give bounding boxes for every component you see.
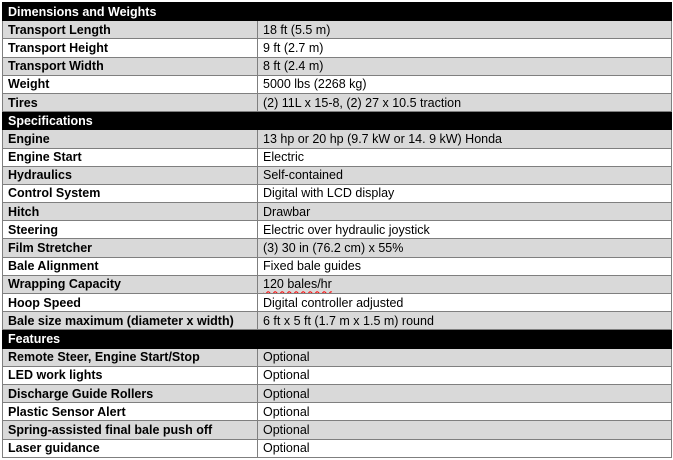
table-row xyxy=(3,148,672,166)
row-label: Engine Start xyxy=(3,148,258,166)
spellcheck-value: 120 bales/hr xyxy=(263,277,332,292)
row-value: Optional xyxy=(258,366,672,384)
row-value: 13 hp or 20 hp (9.7 kW or 14. 9 kW) Honda xyxy=(258,130,672,148)
row-value: Optional xyxy=(258,384,672,402)
section-title: Features xyxy=(3,330,258,348)
row-value: Electric over hydraulic joystick xyxy=(258,221,672,239)
table-row xyxy=(3,184,672,202)
row-label: Steering xyxy=(3,221,258,239)
table-row xyxy=(3,275,672,293)
table-row xyxy=(3,130,672,148)
spec-table xyxy=(2,2,672,458)
row-value: Self-contained xyxy=(258,166,672,184)
row-label: Transport Height xyxy=(3,39,258,57)
table-row xyxy=(3,294,672,312)
row-value: Drawbar xyxy=(258,203,672,221)
table-row xyxy=(3,239,672,257)
table-row xyxy=(3,366,672,384)
row-value: 5000 lbs (2268 kg) xyxy=(258,75,672,93)
row-value: (3) 30 in (76.2 cm) x 55% xyxy=(258,239,672,257)
table-row xyxy=(3,257,672,275)
row-value: 18 ft (5.5 m) xyxy=(258,21,672,39)
row-label: Discharge Guide Rollers xyxy=(3,384,258,402)
row-label: Weight xyxy=(3,75,258,93)
table-row xyxy=(3,57,672,75)
row-label: Remote Steer, Engine Start/Stop xyxy=(3,348,258,366)
row-value: 9 ft (2.7 m) xyxy=(258,39,672,57)
row-label: Control System xyxy=(3,184,258,202)
row-label: Hydraulics xyxy=(3,166,258,184)
row-value: 8 ft (2.4 m) xyxy=(258,57,672,75)
table-row xyxy=(3,421,672,439)
table-row xyxy=(3,221,672,239)
table-row xyxy=(3,203,672,221)
section-header-features xyxy=(3,330,672,348)
row-label: Tires xyxy=(3,93,258,111)
row-value: Optional xyxy=(258,348,672,366)
row-value: Digital with LCD display xyxy=(258,184,672,202)
row-value: Electric xyxy=(258,148,672,166)
row-label: Bale size maximum (diameter x width) xyxy=(3,312,258,330)
row-label: Engine xyxy=(3,130,258,148)
table-row xyxy=(3,39,672,57)
row-label: Plastic Sensor Alert xyxy=(3,403,258,421)
table-row xyxy=(3,166,672,184)
table-row xyxy=(3,21,672,39)
row-label: Hitch xyxy=(3,203,258,221)
row-value xyxy=(258,275,672,293)
table-row xyxy=(3,93,672,111)
section-header-dimensions xyxy=(3,3,672,21)
row-value: Digital controller adjusted xyxy=(258,294,672,312)
section-title-spacer xyxy=(258,3,672,21)
table-row xyxy=(3,75,672,93)
row-label: Spring-assisted final bale push off xyxy=(3,421,258,439)
section-title-spacer xyxy=(258,112,672,130)
section-title: Dimensions and Weights xyxy=(3,3,258,21)
row-label: Bale Alignment xyxy=(3,257,258,275)
row-value: (2) 11L x 15-8, (2) 27 x 10.5 traction xyxy=(258,93,672,111)
row-label: Wrapping Capacity xyxy=(3,275,258,293)
row-label: Laser guidance xyxy=(3,439,258,457)
row-label: LED work lights xyxy=(3,366,258,384)
table-row xyxy=(3,439,672,457)
table-row xyxy=(3,384,672,402)
table-row xyxy=(3,348,672,366)
row-label: Transport Width xyxy=(3,57,258,75)
row-value: Optional xyxy=(258,421,672,439)
row-value: Optional xyxy=(258,439,672,457)
section-header-specifications xyxy=(3,112,672,130)
row-label: Hoop Speed xyxy=(3,294,258,312)
row-value: Fixed bale guides xyxy=(258,257,672,275)
table-row xyxy=(3,403,672,421)
section-title: Specifications xyxy=(3,112,258,130)
row-label: Transport Length xyxy=(3,21,258,39)
row-label: Film Stretcher xyxy=(3,239,258,257)
section-title-spacer xyxy=(258,330,672,348)
table-row xyxy=(3,312,672,330)
row-value: 6 ft x 5 ft (1.7 m x 1.5 m) round xyxy=(258,312,672,330)
row-value: Optional xyxy=(258,403,672,421)
